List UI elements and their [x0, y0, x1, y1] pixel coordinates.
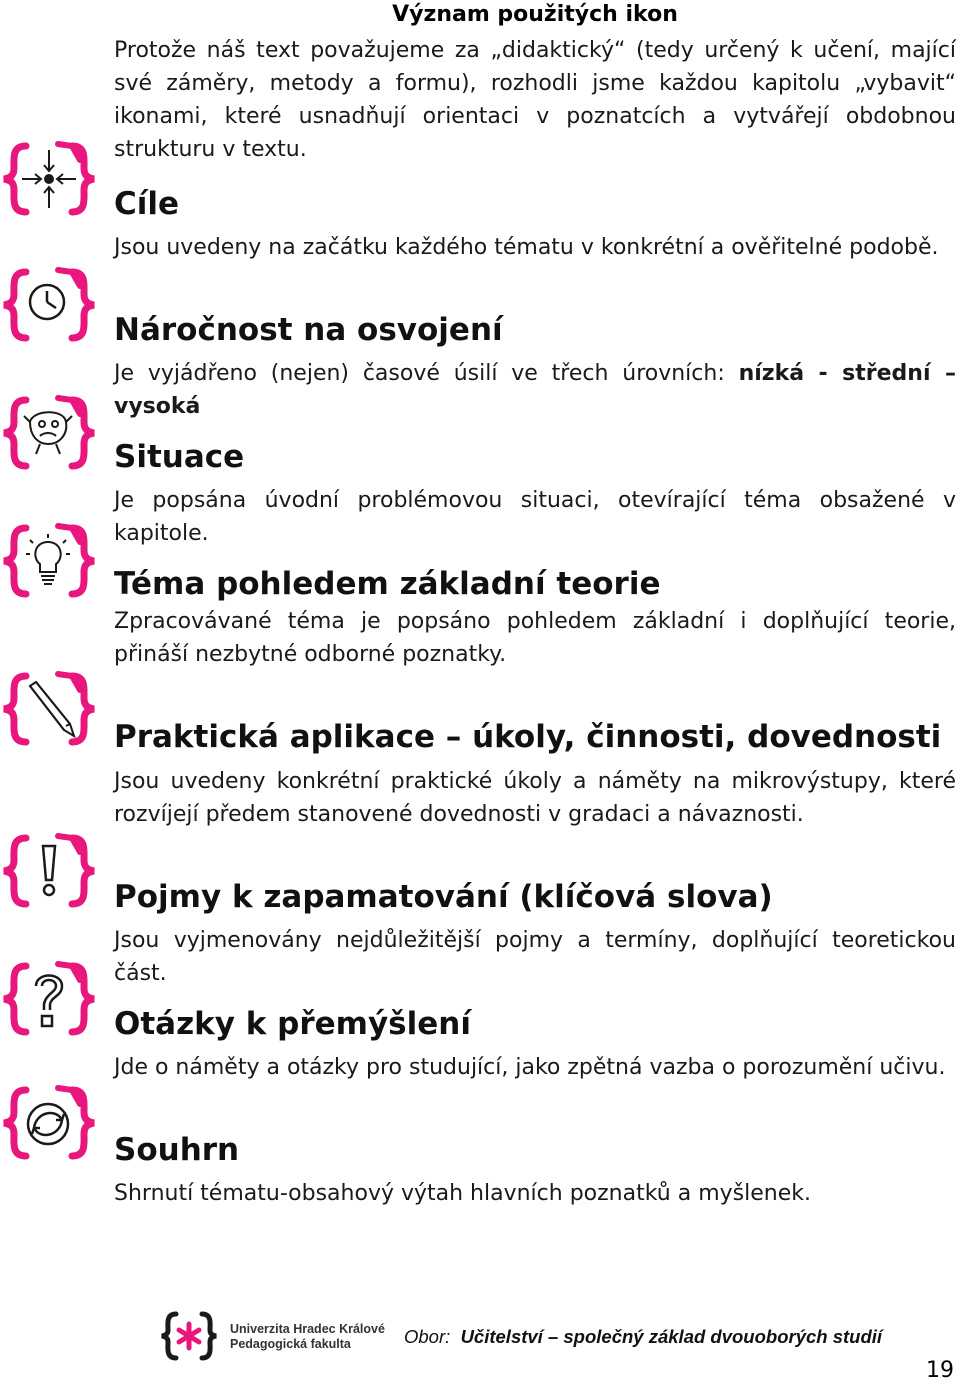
lightbulb-icon [0, 520, 98, 602]
section-text-tema: Zpracovávané téma je popsáno pohledem základní i doplňující teorie, přináší nezbytné odborné poznatky. [114, 609, 956, 667]
clock-icon [0, 264, 98, 346]
section-text-narocnost [114, 357, 956, 423]
section-heading-situace: Situace [114, 439, 245, 475]
section-heading-tema: Téma pohledem základní teorie [114, 566, 661, 602]
section-heading-cile: Cíle [114, 186, 180, 222]
section-heading-prakticka: Praktická aplikace – úkoly, činnosti, dovednosti [114, 719, 942, 755]
summary-recycle-icon [0, 1082, 98, 1164]
exclamation-icon [0, 830, 98, 912]
footer-faculty-name: Pedagogická fakulta [230, 1337, 351, 1351]
section-heading-narocnost: Náročnost na osvojení [114, 312, 503, 348]
situation-face-icon [0, 392, 98, 474]
footer [158, 1308, 898, 1368]
section-heading-souhrn: Souhrn [114, 1132, 240, 1168]
footer-university-name: Univerzita Hradec Králové [230, 1322, 385, 1336]
section-text-narocnost-prefix: Je vyjádřeno (nejen) časové úsilí ve třech úrovních: [114, 361, 739, 386]
pencil-icon [0, 668, 98, 750]
footer-university [230, 1322, 385, 1352]
intro-paragraph: Protože náš text považujeme za „didaktický“ (tedy určený k učení, mající své záměry, metody a formu), rozhodli jsme každou kapitolu „vybavit“ ikonami, které usnadňují orientaci v poznatcích a vytvářejí obdobnou strukturu v textu. [114, 38, 956, 162]
footer-obor-value: Učitelství – společný základ dvouoborých studií [460, 1326, 883, 1347]
footer-obor-label: Obor: [404, 1326, 451, 1347]
difficulty-levels: nízká - střední – vysoká [114, 361, 957, 419]
target-arrows-icon [0, 138, 98, 220]
section-text-cile: Jsou uvedeny na začátku každého tématu v konkrétní a ověřitelné podobě. [114, 235, 939, 260]
page-number: 19 [926, 1358, 954, 1383]
question-icon [0, 958, 98, 1040]
section-text-pojmy: Jsou vyjmenovány nejdůležitější pojmy a termíny, doplňující teoretickou část. [114, 928, 956, 986]
section-text-prakticka: Jsou uvedeny konkrétní praktické úkoly a náměty na mikrovýstupy, které rozvíjejí předem stanovené dovednosti v gradaci a návaznosti. [114, 769, 956, 827]
university-asterisk-logo-icon [158, 1308, 220, 1364]
section-heading-otazky: Otázky k přemýšlení [114, 1006, 471, 1042]
footer-obor [404, 1326, 882, 1348]
section-text-otazky: Jde o náměty a otázky pro studující, jako zpětná vazba o porozumění učivu. [114, 1055, 946, 1080]
section-text-souhrn: Shrnutí tématu-obsahový výtah hlavních poznatků a myšlenek. [114, 1181, 811, 1206]
section-heading-pojmy: Pojmy k zapamatování (klíčová slova) [114, 879, 773, 915]
section-text-situace: Je popsána úvodní problémovou situaci, otevírající téma obsažené v kapitole. [114, 488, 956, 546]
page-title: Význam použitých ikon [392, 2, 678, 27]
